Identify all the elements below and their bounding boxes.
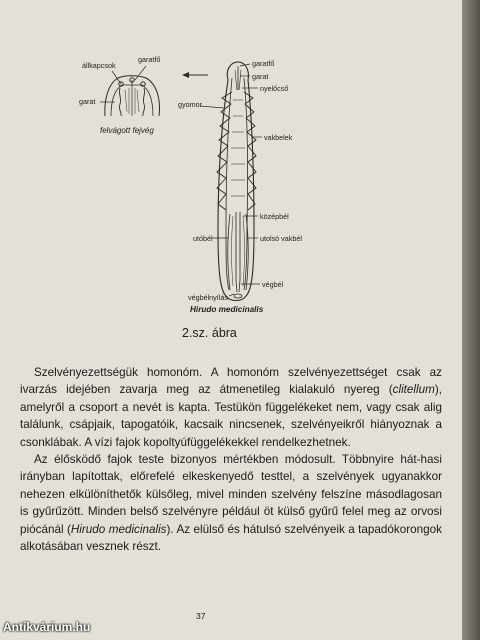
label-garat-left: garat (79, 97, 96, 106)
label-utobel: utóbél (193, 234, 213, 243)
term-hirudo-medicinalis: Hirudo medicinalis (70, 522, 167, 536)
figure-caption: 2.sz. ábra (182, 326, 237, 340)
label-hirudo-medicinalis: Hirudo medicinalis (190, 305, 264, 314)
label-vegbel: végbél (262, 280, 284, 289)
term-clitellum: clitellum (392, 383, 435, 397)
label-felvagott-fejveg: felvágott fejvég (100, 126, 154, 135)
arrow-left-icon (182, 72, 208, 78)
body-text (20, 364, 442, 555)
label-garatfo-right: garatfő (252, 59, 275, 68)
label-vakbelek: vakbelek (264, 133, 293, 142)
label-gyomor: gyomor (178, 100, 202, 109)
leech-body-drawing (217, 62, 256, 301)
label-allkapcsok: állkapcsok (82, 61, 116, 70)
label-garat-right: garat (252, 72, 269, 81)
page-edge-shadow (462, 0, 480, 640)
label-utolso-vakbel: utolsó vakbél (260, 234, 302, 243)
leech-anatomy-figure (0, 0, 462, 330)
cut-head-drawing (105, 76, 160, 116)
label-vegbelnyilas: végbélnyílás (188, 293, 228, 302)
label-kozepbel: középbél (260, 212, 289, 221)
page-number: 37 (196, 611, 206, 621)
label-nyelocso: nyelőcső (260, 84, 289, 93)
label-garatfo-left: garatfő (138, 55, 161, 64)
paragraph-2: Az élősködő fajok teste bizonyos mértékben módosult. Többnyire hát-hasi irányban lapítottak, előrefelé elkeskenyedő testtel, a szelvények ugyanakkor nehezen elkülöníthetők külsőleg, mivel minden szelvény felszíne másodlagosan is gyűrűzött. Minden belső szelvényre például öt külső gyűrű felel meg az orvosi piócánál (Hirudo medicinalis). Az elülső és hátulsó szelvényeik a tapadókorongok alkotásában vesznek részt. (20, 453, 442, 554)
watermark-logo: Antikvárium.hu (3, 620, 91, 634)
paragraph-1: Szelvényezettségük homonóm. A homonóm szelvényezettséget csak az ivarzás idejében zavarja meg az átmenetileg kialakuló nyereg (clitellum), amelyről a csoport a nevét is kapta. Testükön függelékeket nem, vagy csak alig találunk, csápjaik, tapogatóik, kacsaik nincsenek, szelvényeikről hiányoznak a csonklábak. A vízi fajok kopoltyúfüggelékekkel rendelkezhetnek. (20, 366, 442, 449)
